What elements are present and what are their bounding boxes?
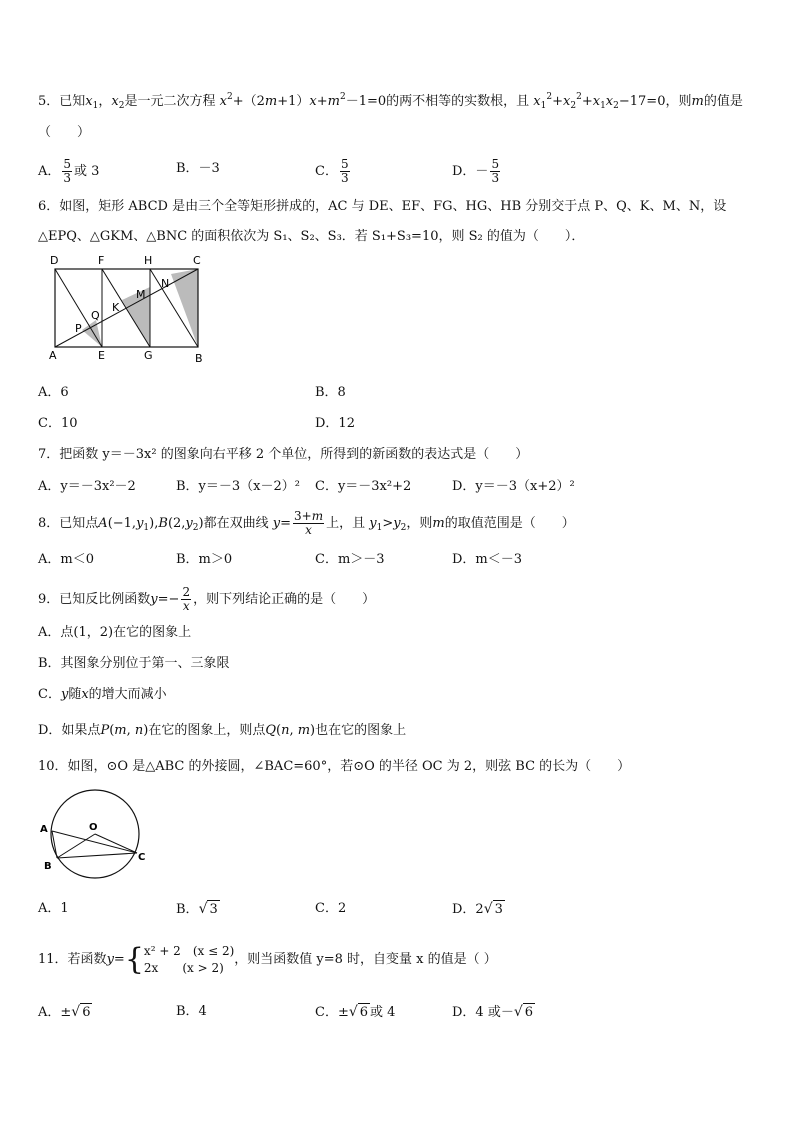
- q5-option-a[interactable]: A． $\frac{5}{3}$ 或 3: [38, 157, 100, 185]
- q5-option-d[interactable]: D．－ $\frac{5}{3}$: [452, 157, 500, 185]
- q7-option-b[interactable]: B．y＝－3（x－2）²: [176, 479, 300, 494]
- q7-stem: 7．把函数 y＝－3x² 的图象向右平移 2 个单位，所得到的新函数的表达式是（ ）: [38, 447, 529, 462]
- q6-stem-line2: △EPQ、△GKM、△BNC 的面积依次为 S₁、S₂、S₃．若 S₁+S₃=10，则 S₂ 的值为（ ）．: [38, 229, 585, 244]
- label-m: M: [136, 288, 146, 301]
- q10-stem: 10．如图，⊙O 是△ABC 的外接圆，∠BAC=60°，若⊙O 的半径 OC 为 2，则弦 BC 的长为（ ）: [38, 759, 631, 774]
- q5-paren: （ ）: [38, 125, 91, 140]
- label-c: C: [193, 254, 201, 267]
- q10-option-d[interactable]: D．2√ 3: [452, 901, 503, 917]
- q5-option-c[interactable]: C． $\frac{5}{3}$: [315, 157, 349, 185]
- label-b: B: [195, 352, 203, 365]
- q11-option-a[interactable]: A．±√ 6: [38, 1004, 91, 1020]
- q7-option-d[interactable]: D．y＝－3（x+2）²: [452, 479, 575, 494]
- q11-option-c[interactable]: C．±√ 6 或 4: [315, 1004, 396, 1020]
- q11-option-b[interactable]: B．4: [176, 1004, 207, 1019]
- label-n: N: [161, 277, 170, 290]
- label-a: A: [40, 824, 48, 835]
- q10-option-c[interactable]: C．2: [315, 901, 347, 916]
- q11-stem: 11．若函数y={ x² + 2 (x ≤ 2) 2x (x > 2) ，则当函数值 y=8 时，自变量 x 的值是（ ）: [38, 941, 497, 977]
- label-p: P: [75, 322, 82, 335]
- q10-option-b[interactable]: B．√ 3: [176, 901, 218, 917]
- q7-option-c[interactable]: C．y＝－3x²+2: [315, 479, 412, 494]
- shaded-triangle-bnc: [171, 269, 198, 347]
- label-k: K: [112, 301, 120, 314]
- label-q: Q: [91, 309, 100, 322]
- q9-option-c[interactable]: C．y随x的增大而减小: [38, 687, 167, 702]
- q8-stem: 8．已知点$A(-1,y_1),B(2,y_2)$都在双曲线 y= $\frac{3+m}{x}$ 上，且 $y_1>y_2$，则m的取值范围是（ ）: [38, 509, 575, 537]
- label-b: B: [44, 861, 52, 872]
- label-o: O: [89, 822, 98, 833]
- q9-option-d[interactable]: D．如果点P(m, n)在它的图象上，则点Q(n, m)也在它的图象上: [38, 723, 407, 738]
- q8-option-b[interactable]: B．m＞0: [176, 552, 233, 567]
- q9-option-a[interactable]: A．点(1，2)在它的图象上: [38, 625, 192, 640]
- case-2: 2x (x > 2): [143, 960, 224, 975]
- q6-option-d[interactable]: D．12: [315, 416, 355, 431]
- q6-option-a[interactable]: A．6: [38, 385, 69, 400]
- label-g: G: [144, 349, 153, 362]
- q8-option-a[interactable]: A．m＜0: [38, 552, 94, 567]
- label-f: F: [98, 254, 105, 267]
- q10-circle-figure: [34, 786, 154, 880]
- label-h: H: [144, 254, 153, 267]
- q8-option-d[interactable]: D．m＜－3: [452, 552, 523, 567]
- label-d: D: [50, 254, 59, 267]
- case-1: x² + 2 (x ≤ 2): [143, 943, 235, 958]
- q6-option-b[interactable]: B．8: [315, 385, 346, 400]
- q6-option-c[interactable]: C．10: [38, 416, 78, 431]
- label-c: C: [138, 852, 146, 863]
- q7-option-a[interactable]: A．y＝－3x²－2: [38, 479, 136, 494]
- q8-option-c[interactable]: C．m＞－3: [315, 552, 385, 567]
- q5-stem: 5．已知$x_1$，$x_2$是一元二次方程 $x^2+(2m+1)x+m^2-1=0$的两不相等的实数根，且 $x_1^2+x_2^2+x_1x_2-17=0$，则m的值是: [38, 92, 743, 111]
- label-e: E: [98, 349, 105, 362]
- q9-option-b[interactable]: B．其图象分别位于第一、三象限: [38, 656, 230, 671]
- label-a: A: [49, 349, 57, 362]
- q5-option-b[interactable]: B．－3: [176, 161, 220, 176]
- q6-stem-line1: 6．如图，矩形 ABCD 是由三个全等矩形拼成的，AC 与 DE、EF、FG、HG、HB 分别交于点 P、Q、K、M、N，设: [38, 199, 727, 214]
- q10-option-a[interactable]: A．1: [38, 901, 69, 916]
- q9-stem: 9．已知反比例函数y=− $\frac{2}{x}$ ，则下列结论正确的是（ ）: [38, 585, 376, 613]
- q11-option-d[interactable]: D．4 或－√ 6: [452, 1004, 534, 1020]
- q6-rectangle-figure: [42, 252, 222, 370]
